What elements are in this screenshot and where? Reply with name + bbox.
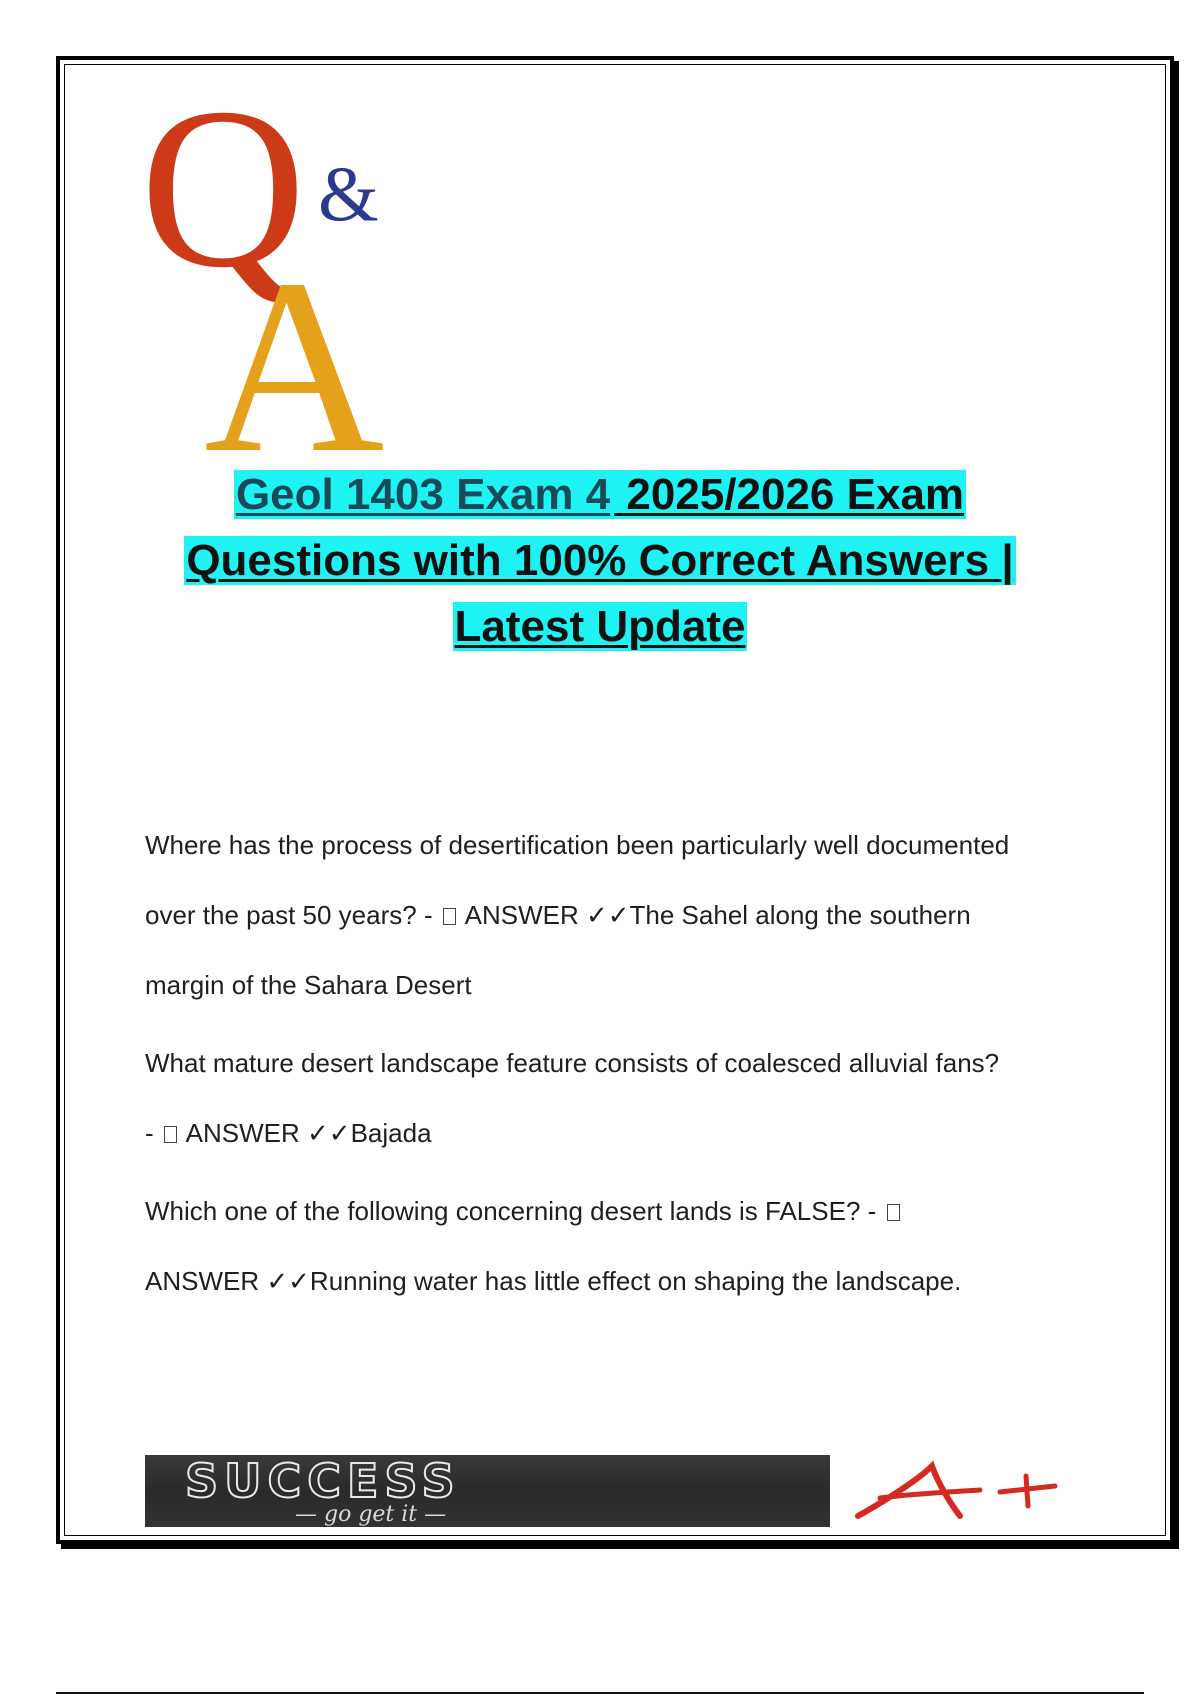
- qa-answer-text: ANSWER ✓✓Bajada: [179, 1118, 432, 1148]
- title-line-3: [100, 602, 1100, 652]
- document-title: [100, 470, 1100, 668]
- qa-item: [145, 1028, 1105, 1168]
- success-word: SUCCESS: [185, 1455, 461, 1508]
- title-update: Latest Update: [454, 602, 746, 651]
- logo-q-letter: Q: [140, 70, 307, 315]
- qa-item: [145, 810, 1105, 1020]
- title-year: 2025/2026 Exam: [614, 470, 965, 519]
- qa-line: [145, 1176, 1105, 1246]
- title-course: Geol 1403 Exam 4: [235, 470, 611, 519]
- logo-a-letter: A: [204, 228, 385, 470]
- qa-line: [145, 1028, 1105, 1098]
- qa-text: What mature desert landscape feature consists of coalesced alluvial fans?: [145, 1048, 1000, 1078]
- success-banner-image: [145, 1455, 830, 1527]
- qa-line: [145, 950, 1105, 1020]
- qa-item: [145, 1176, 1105, 1316]
- qa-text: -: [145, 1118, 161, 1148]
- footer-divider: [56, 1692, 1144, 1694]
- qa-text: Which one of the following concerning desert lands is FALSE? -: [145, 1196, 884, 1226]
- qa-line: [145, 1098, 1105, 1168]
- missing-glyph-icon: [164, 1126, 177, 1143]
- success-chalk-graphic: [145, 1455, 830, 1527]
- missing-glyph-icon: [887, 1204, 900, 1221]
- qa-answer-text: ANSWER ✓✓The Sahel along the southern: [458, 900, 971, 930]
- qa-logo: [140, 70, 440, 470]
- success-tagline: — go get it —: [295, 1502, 447, 1527]
- title-line-2: [100, 536, 1100, 586]
- qa-line: [145, 1246, 1105, 1316]
- qa-line: [145, 810, 1105, 880]
- qa-text: Where has the process of desertification been particularly well documented: [145, 830, 1010, 860]
- title-subtitle: Questions with 100% Correct Answers |: [186, 536, 1014, 585]
- qa-text: ANSWER ✓✓Running water has little effect on shaping the landscape.: [145, 1266, 962, 1296]
- qa-list: [145, 810, 1105, 1324]
- qa-text: margin of the Sahara Desert: [145, 970, 472, 1000]
- logo-ampersand: &: [318, 150, 379, 237]
- title-line-1: [100, 470, 1100, 520]
- qa-text: over the past 50 years? -: [145, 900, 440, 930]
- a-plus-grade-icon: [850, 1458, 1060, 1528]
- qa-line: [145, 880, 1105, 950]
- missing-glyph-icon: [443, 908, 456, 925]
